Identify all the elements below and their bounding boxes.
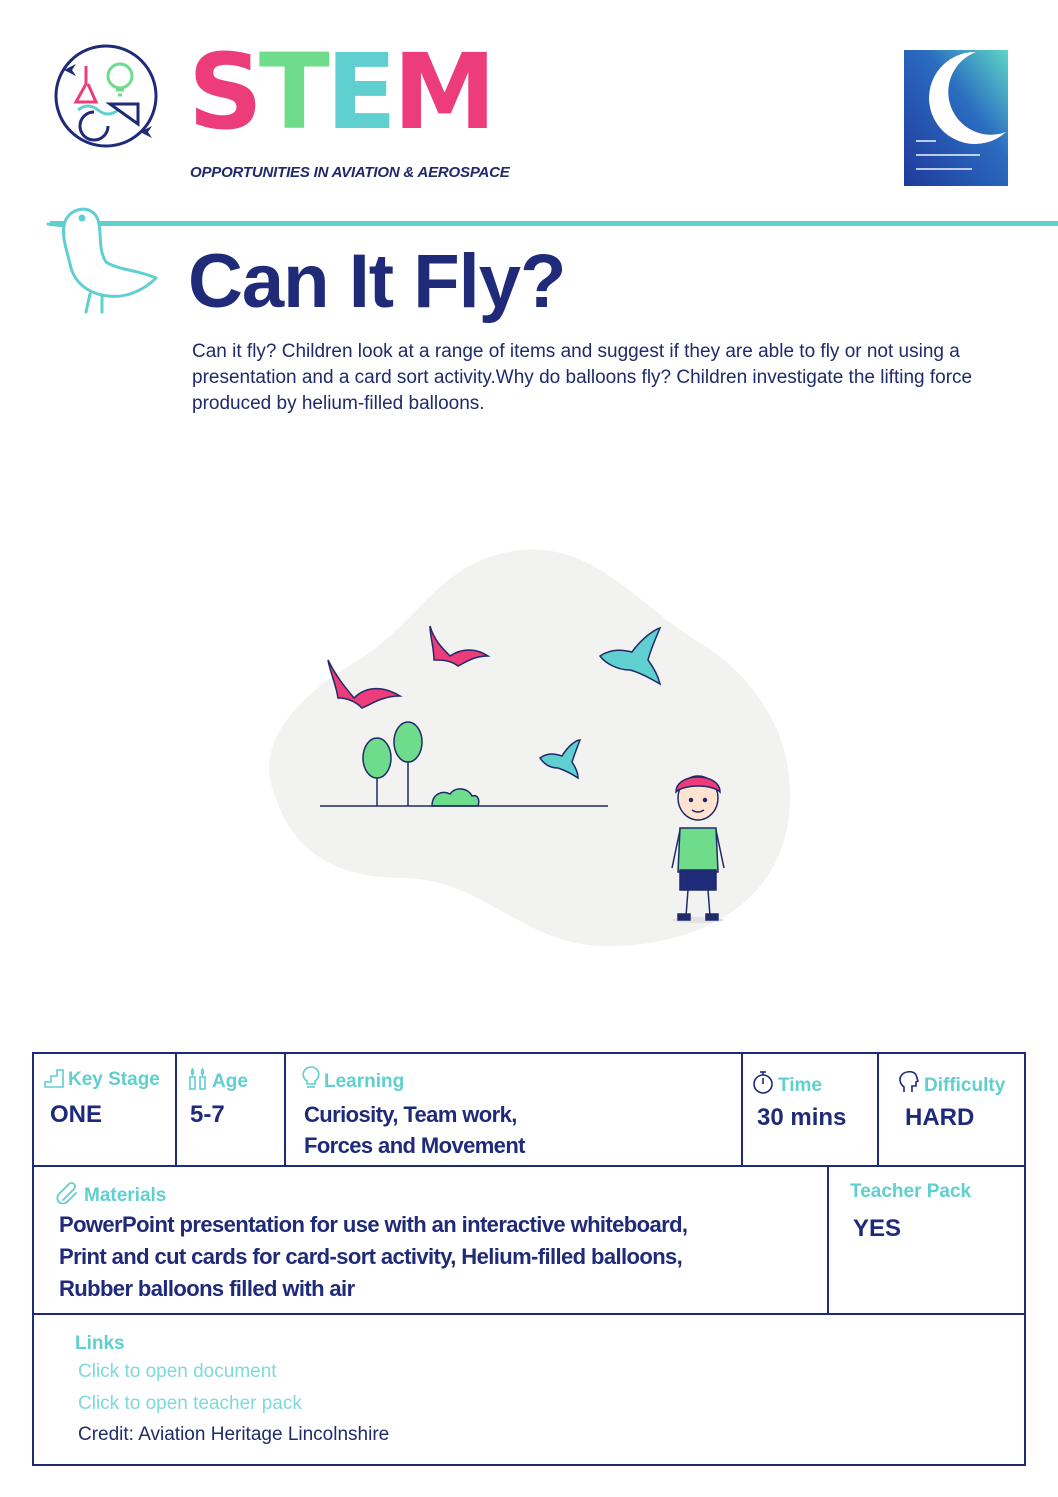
tagline: OPPORTUNITIES IN AVIATION & AEROSPACE — [190, 164, 510, 181]
teacher-pack-label: Teacher Pack — [850, 1181, 972, 1202]
caa-logo-icon — [904, 50, 1008, 186]
stem-letter-m: M — [392, 31, 493, 153]
key-stage-value: ONE — [50, 1101, 103, 1128]
table-divider — [877, 1052, 879, 1166]
stem-letter-s: S — [188, 31, 259, 153]
learning-label — [302, 1066, 404, 1093]
page-title: Can It Fly? — [188, 239, 566, 324]
table-divider — [827, 1165, 829, 1315]
header-rule — [50, 221, 1058, 226]
teacher-pack-value: YES — [853, 1215, 902, 1242]
stem-letter-e: E — [325, 31, 393, 153]
difficulty-label-text: Difficulty — [924, 1075, 1006, 1096]
difficulty-value: HARD — [905, 1104, 975, 1131]
stopwatch-icon — [752, 1070, 774, 1094]
key-stage-label-text: Key Stage — [68, 1069, 160, 1090]
age-label — [188, 1068, 248, 1093]
table-divider — [284, 1052, 286, 1166]
age-label-text: Age — [212, 1071, 248, 1092]
difficulty-label — [898, 1070, 1005, 1097]
materials-line2: Print and cut cards for card-sort activity, Helium-filled balloons, — [59, 1244, 683, 1269]
time-label-text: Time — [778, 1075, 823, 1096]
stairs-icon — [44, 1068, 64, 1088]
table-border — [1024, 1052, 1026, 1466]
age-value: 5-7 — [190, 1101, 225, 1128]
table-border — [32, 1052, 34, 1466]
table-border — [32, 1464, 1026, 1466]
learning-value-line2: Forces and Movement — [304, 1133, 525, 1158]
materials-label-text: Materials — [84, 1185, 167, 1206]
open-teacher-pack-link[interactable]: Click to open teacher pack — [78, 1393, 302, 1414]
head-icon — [898, 1070, 920, 1094]
table-divider — [175, 1052, 177, 1166]
stem-logo-icon — [50, 40, 162, 152]
learning-value-line1: Curiosity, Team work, — [304, 1102, 517, 1127]
credit-text: Credit: Aviation Heritage Lincolnshire — [78, 1424, 390, 1445]
key-stage-label — [44, 1068, 160, 1091]
lightbulb-icon — [302, 1066, 320, 1090]
materials-label — [56, 1180, 166, 1207]
table-divider — [741, 1052, 743, 1166]
intro-paragraph: Can it fly? Children look at a range of items and suggest if they are able to fly or not using a presentation and a card sort activity.Why do balloons fly? Children investigate the lifting force produced by helium-filled balloons. — [192, 341, 973, 414]
links-label: Links — [75, 1333, 125, 1354]
paperclip-icon — [56, 1180, 80, 1204]
stem-letter-t: T — [258, 31, 326, 153]
candles-icon — [188, 1068, 208, 1090]
bird-icon — [46, 200, 162, 318]
time-label — [752, 1070, 822, 1097]
time-value: 30 mins — [757, 1104, 847, 1131]
materials-line3: Rubber balloons filled with air — [59, 1276, 355, 1301]
open-document-link[interactable]: Click to open document — [78, 1361, 277, 1382]
materials-line1: PowerPoint presentation for use with an interactive whiteboard, — [59, 1212, 688, 1237]
illustration — [262, 548, 802, 950]
table-border — [32, 1313, 1026, 1315]
learning-label-text: Learning — [324, 1071, 405, 1092]
stem-wordmark — [188, 31, 493, 153]
